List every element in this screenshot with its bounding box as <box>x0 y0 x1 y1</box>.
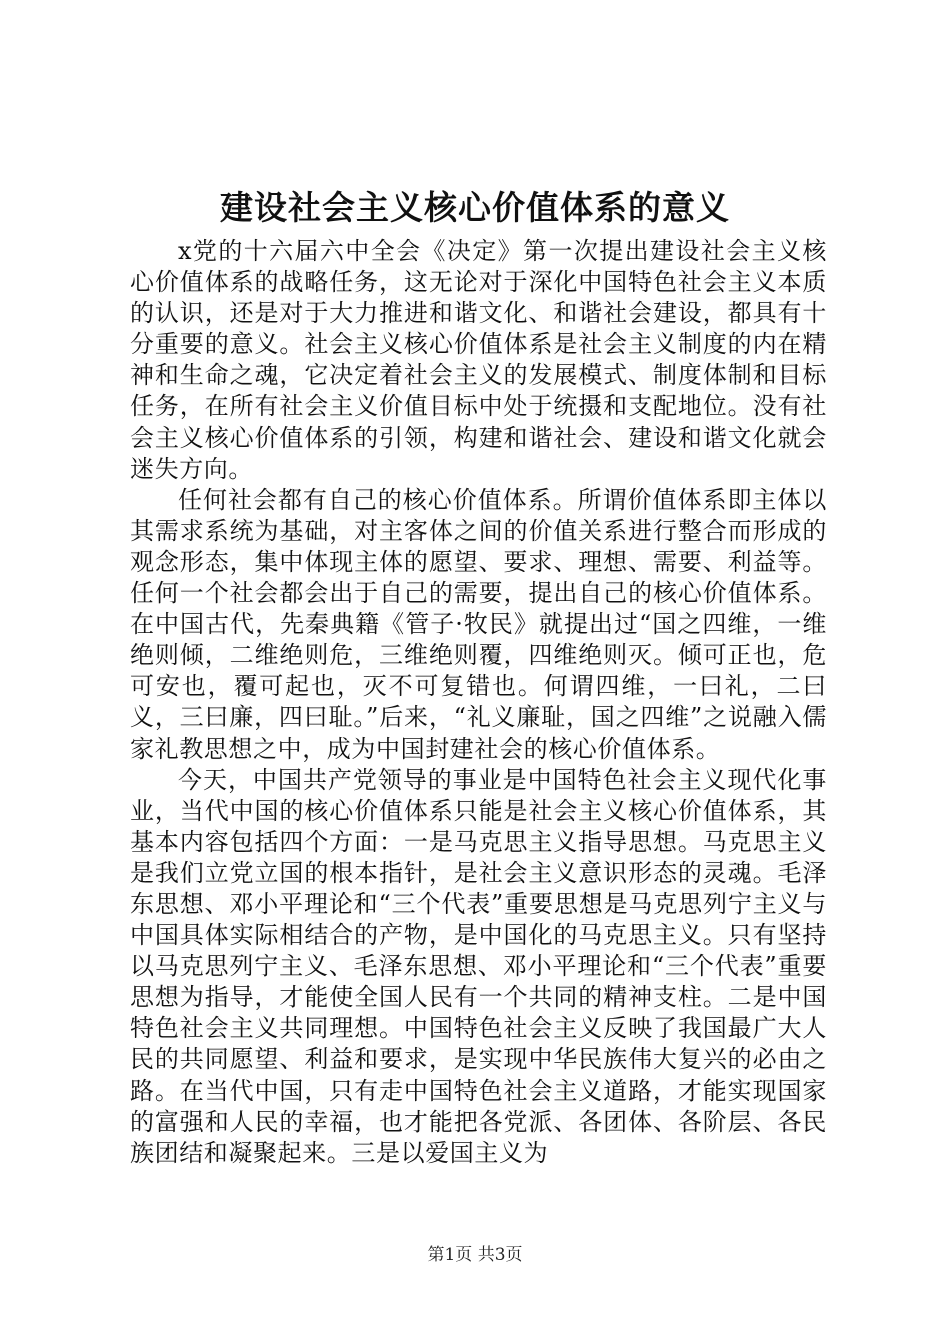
paragraph-1: x党的十六届六中全会《决定》第一次提出建设社会主义核心价值体系的战略任务，这无论对于深化中国特色社会主义本质的认识，还是对于大力推进和谐文化、和谐社会建设，都具有十分重要的意义。社会主义核心价值体系是社会主义制度的内在精神和生命之魂，它决定着社会主义的发展模式、制度体制和目标任务，在所有社会主义价值目标中处于统摄和支配地位。没有社会主义核心价值体系的引领，构建和谐社会、建设和谐文化就会迷失方向。 <box>130 237 827 483</box>
document-body <box>130 236 827 1169</box>
paragraph-3: 今天，中国共产党领导的事业是中国特色社会主义现代化事业，当代中国的核心价值体系只能是社会主义核心价值体系，其基本内容包括四个方面：一是马克思主义指导思想。马克思主义是我们立党立国的根本指针，是社会主义意识形态的灵魂。毛泽东思想、邓小平理论和“三个代表”重要思想是马克思列宁主义与中国具体实际相结合的产物，是中国化的马克思主义。只有坚持以马克思列宁主义、毛泽东思想、邓小平理论和“三个代表”重要思想为指导，才能使全国人民有一个共同的精神支柱。二是中国特色社会主义共同理想。中国特色社会主义反映了我国最广大人民的共同愿望、利益和要求，是实现中华民族伟大复兴的必由之路。在当代中国，只有走中国特色社会主义道路，才能实现国家的富强和人民的幸福，也才能把各党派、各团体、各阶层、各民族团结和凝聚起来。三是以爱国主义为 <box>130 765 827 1167</box>
paragraph-2: 任何社会都有自己的核心价值体系。所谓价值体系即主体以其需求系统为基础，对主客体之间的价值关系进行整合而形成的观念形态，集中体现主体的愿望、要求、理想、需要、利益等。任何一个社会都会出于自己的需要，提出自己的核心价值体系。在中国古代，先秦典籍《管子·牧民》就提出过“国之四维，一维绝则倾，二维绝则危，三维绝则覆，四维绝则灭。倾可正也，危可安也，覆可起也，灭不可复错也。何谓四维，一曰礼，二曰义，三曰廉，四曰耻。”后来，“礼义廉耻，国之四维”之说融入儒家礼教思想之中，成为中国封建社会的核心价值体系。 <box>130 485 827 763</box>
document-title: 建设社会主义核心价值体系的意义 <box>220 188 730 227</box>
page-footer: 第1页 共3页 <box>427 1245 523 1265</box>
